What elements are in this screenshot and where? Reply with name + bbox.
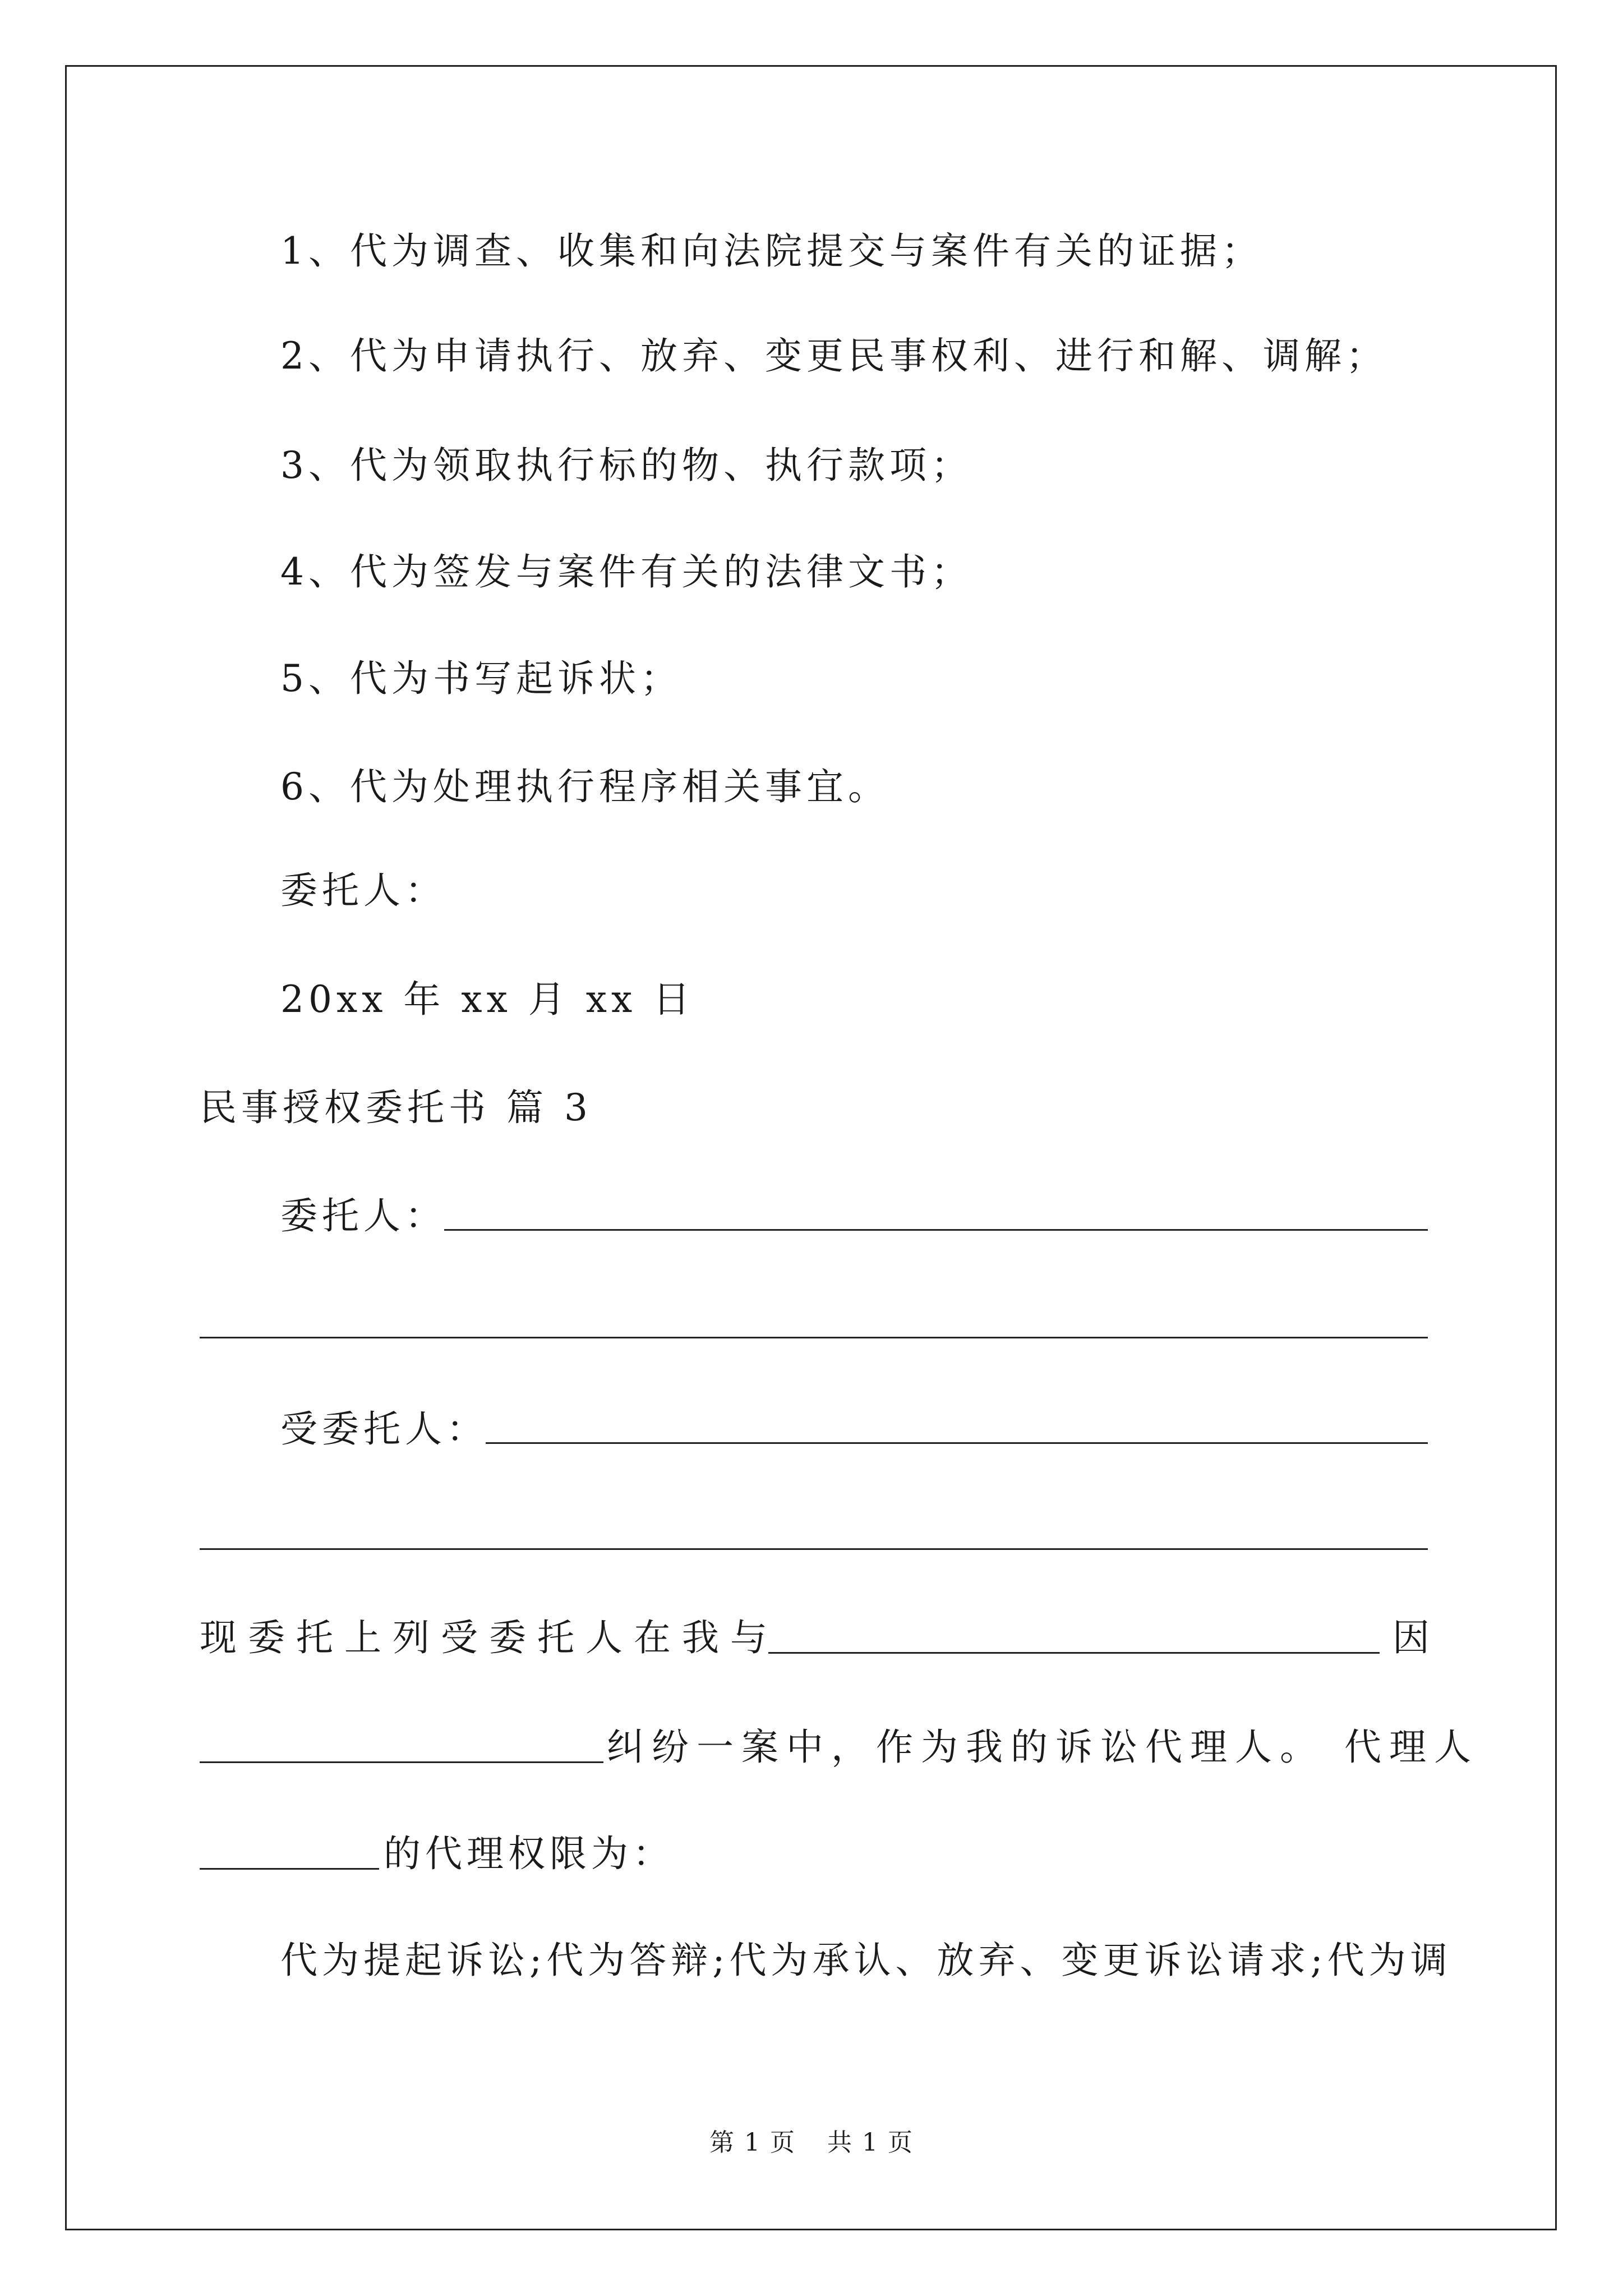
intro-text-3: 纠纷一案中，作为我的诉讼代理人。 代理人 [607, 1726, 1479, 1769]
principal-blank-line[interactable] [444, 1229, 1428, 1231]
page-border [65, 65, 1557, 2230]
page-footer [0, 2129, 1623, 2157]
list-item: 1、代为调查、收集和向法院提交与案件有关的证据； [280, 229, 1263, 273]
page-number: 第 1 页 [709, 2128, 796, 2157]
intro-text-2: 因 [1393, 1616, 1434, 1659]
agent-name-blank-line[interactable] [200, 1868, 379, 1870]
intro-text-1: 现委托上列受委托人在我与 [200, 1616, 778, 1659]
principal-label: 委托人： [280, 869, 446, 912]
section-title: 民事授权委托书 篇 3 [200, 1086, 592, 1129]
powers-text: 代为提起诉讼;代为答辩;代为承认、放弃、变更诉讼请求;代为调 [280, 1939, 1452, 1982]
intro-text-4: 的代理权限为： [384, 1832, 674, 1875]
page-total: 共 1 页 [827, 2128, 914, 2157]
dispute-blank-line[interactable] [200, 1761, 603, 1763]
agent-blank-line[interactable] [486, 1442, 1428, 1444]
agent-blank-line-2[interactable] [200, 1548, 1428, 1550]
list-item: 6、代为处理执行程序相关事宜。 [280, 765, 889, 808]
list-item: 2、代为申请执行、放弃、变更民事权利、进行和解、调解； [280, 334, 1387, 378]
list-item: 5、代为书写起诉状； [280, 657, 682, 700]
date-line: 20xx 年 xx 月 xx 日 [280, 978, 695, 1021]
form-agent-label: 受委托人： [280, 1407, 488, 1451]
form-principal-label: 委托人： [280, 1194, 446, 1237]
list-item: 4、代为签发与案件有关的法律文书； [280, 550, 972, 593]
opponent-blank-line[interactable] [768, 1652, 1380, 1654]
principal-blank-line-2[interactable] [200, 1337, 1428, 1338]
list-item: 3、代为领取执行标的物、执行款项； [280, 444, 972, 487]
